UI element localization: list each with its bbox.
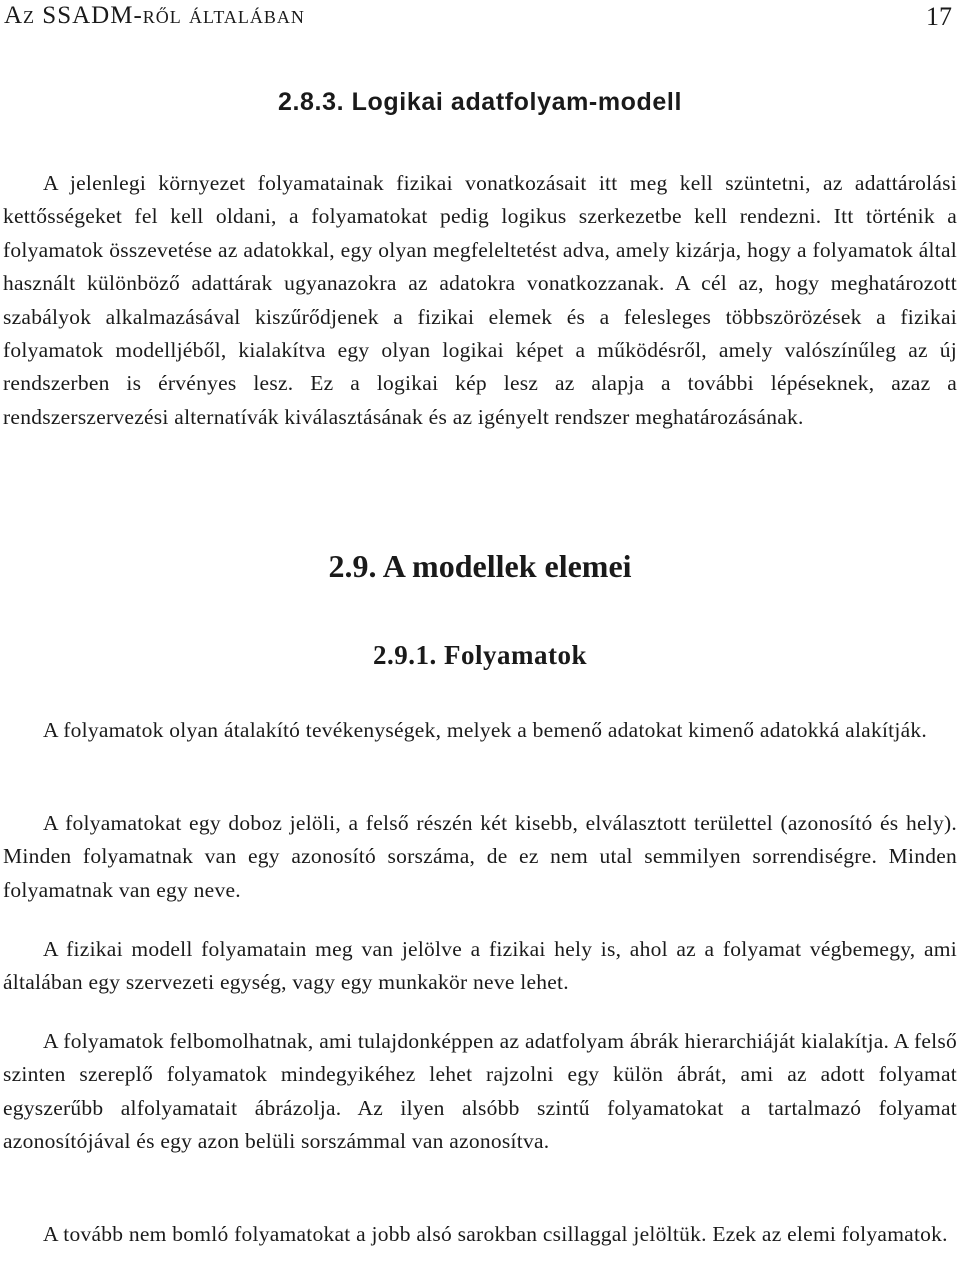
page-number: 17 [926,2,952,31]
section-heading-2-9: 2.9. A modellek elemei [328,548,632,584]
section-heading-2-9-1: 2.9.1. Folyamatok [373,640,587,670]
paragraph-logical-dataflow-model: A jelenlegi környezet folyamatainak fizikai vonatkozásait itt meg kell szüntetni, az adattárolási kettősségeket fel kell oldani, a folyamatokat pedig logikus szerkezetbe kell rendezni. Itt történik a folyamatok összevetése az adatokkal, egy olyan megfeleltetést adva, amely kizárja, hogy a folyamatok által használt különböző adattárak ugyanazokra az adatokra vonatkozzanak. A cél az, hogy meghatározott szabályok alkalmazásával kiszűrődjenek a fizikai elemek és a felesleges többszörözések a fizikai folyamatok modelljéből, kialakítva egy olyan logikai képet a működésről, amely valószínűleg az új rendszerben is érvényes lesz. Ez a logikai kép lesz az alapja a további lépéseknek, azaz a rendszerszervezési alternatívák kiválasztásának és az igényelt rendszer meghatározásának. [3,171,957,429]
paragraph-physical-location: A fizikai modell folyamatain meg van jelölve a fizikai hely is, ahol az a folyamat végbemegy, ami általában egy szervezeti egység, vagy egy munkakör neve lehet. [3,937,957,995]
paragraph-process-decomposition: A folyamatok felbomolhatnak, ami tulajdonképpen az adatfolyam ábrák hierarchiáját kialakítja. A felső szinten szereplő folyamatok mindegyikéhez lehet rajzolni egy külön ábrát, ami az adott folyamat egyszerűbb alfolyamatait ábrázolja. Az ilyen alsóbb szintű folyamatokat a tartalmazó folyamat azonosítójával és egy azon belüli sorszámmal van azonosítva. [3,1029,957,1154]
paragraph-process-box-notation: A folyamatokat egy doboz jelöli, a felső részén két kisebb, elválasztott területtel (azonosító és hely). Minden folyamatnak van egy azonosító sorszáma, de ez nem utal semmilyen sorrendiségre. Minden folyamatnak van egy neve. [3,811,957,902]
paragraph-process-definition: A folyamatok olyan átalakító tevékenységek, melyek a bemenő adatokat kimenő adatokká alakítják. [43,718,928,742]
paragraph-elementary-processes: A tovább nem bomló folyamatokat a jobb alsó sarokban csillaggal jelöltük. Ezek az elemi folyamatok. [43,1222,948,1246]
section-heading-2-8-3: 2.8.3. Logikai adatfolyam-modell [277,88,683,116]
running-header [0,2,960,32]
running-header-title: Az SSADM-ről általában [4,2,305,29]
